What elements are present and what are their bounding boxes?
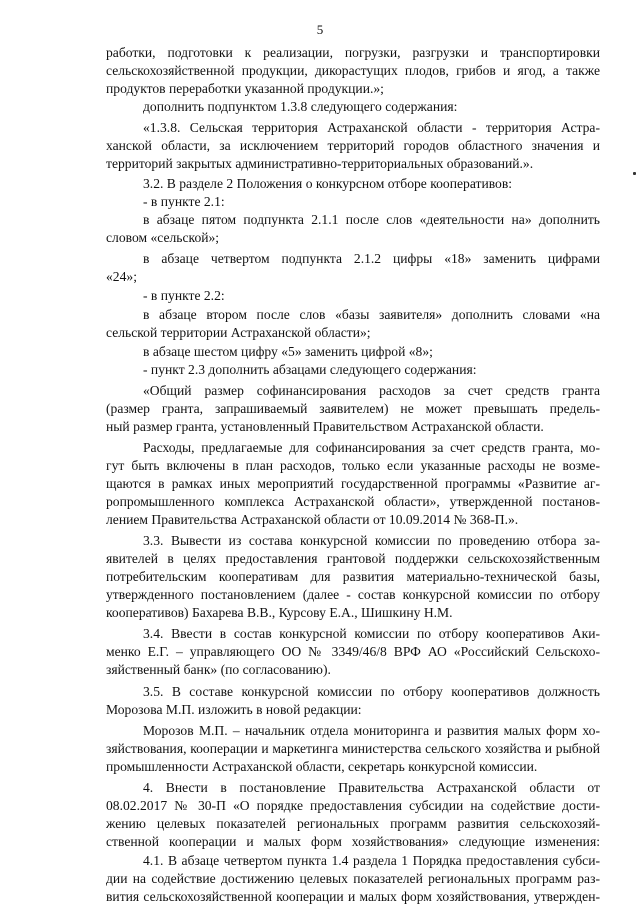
text-line: дополнить подпунктом 1.3.8 следующего содержания: xyxy=(143,99,458,114)
text-line: утвержденного постановлением (далее - состав конкурсной комиссии по отбору xyxy=(106,587,600,602)
text-line: 3.2. В разделе 2 Положения о конкурсном отборе кооперативов: xyxy=(143,176,513,191)
text-line: «1.3.8. Сельская территория Астраханской области - территория Астра- xyxy=(143,120,600,135)
text-line: работки, подготовки к реализации, погрузки, разгрузки и транспортировки xyxy=(106,45,600,60)
text-line: в абзаце шестом цифру «5» заменить цифрой «8»; xyxy=(143,344,433,359)
page-number: 5 xyxy=(316,22,324,37)
text-line: - пункт 2.3 дополнить абзацами следующего содержания: xyxy=(143,362,477,377)
text-line: зяйственный банк» (по согласованию). xyxy=(106,662,331,677)
text-line: кооперативов) Бахарева В.В., Курсову Е.А., Шишкину Н.М. xyxy=(106,605,453,620)
text-line: - в пункте 2.2: xyxy=(143,288,225,303)
text-line: гут быть включены в план расходов, только если указанные расходы не возме- xyxy=(106,458,600,473)
text-line: 4. Внести в постановление Правительства Астраханской области от xyxy=(143,780,600,795)
text-line: дии на содействие достижению целевых показателей региональных программ раз- xyxy=(106,871,600,886)
text-line: «Общий размер софинансирования расходов за счет средств гранта xyxy=(143,383,600,398)
text-line: Морозова М.П. изложить в новой редакции: xyxy=(106,702,362,717)
text-line: щаются в рамках иных мероприятий государственной программы «Развитие аг- xyxy=(106,476,600,491)
text-line: 3.4. Ввести в состав конкурсной комиссии по отбору кооперативов Аки- xyxy=(143,626,600,641)
text-line: ханской области, за исключением территорий городов областного значения и xyxy=(106,138,600,153)
text-line: ропромышленного комплекса Астраханской области», утвержденной постанов- xyxy=(106,494,600,509)
text-line: продуктов переработки указанной продукции.»; xyxy=(106,81,384,96)
text-line: в абзаце пятом подпункта 2.1.1 после слов «деятельности на» дополнить xyxy=(143,212,600,227)
text-line: Расходы, предлагаемые для софинансирования за счет средств гранта, мо- xyxy=(143,440,600,455)
text-line: - в пункте 2.1: xyxy=(143,194,225,209)
text-line: лением Правительства Астраханской области от 10.09.2014 № 368-П.». xyxy=(106,512,519,527)
text-line: ный размер гранта, установленный Правительством Астраханской области. xyxy=(106,419,544,434)
text-line: в абзаце четвертом подпункта 2.1.2 цифры «18» заменить цифрами xyxy=(143,251,600,266)
text-line: ственной кооперации и малых форм хозяйствования» следующие изменения: xyxy=(106,834,600,849)
text-line: сельской территории Астраханской области»; xyxy=(106,325,371,340)
text-line: жению целевых показателей региональных программ развития сельскохозяй- xyxy=(106,816,600,831)
text-line: 3.5. В составе конкурсной комиссии по отбору кооперативов должность xyxy=(143,684,600,699)
text-line: «24»; xyxy=(106,269,137,284)
text-line: территорий закрытых административно-территориальных образований.». xyxy=(106,156,534,171)
text-line: потребительским кооперативам для развития материально-технической базы, xyxy=(106,569,600,584)
text-line: 4.1. В абзаце четвертом пункта 1.4 раздела 1 Порядка предоставления субси- xyxy=(143,853,600,868)
text-line: Морозов М.П. – начальник отдела мониторинга и развития малых форм хо- xyxy=(143,723,600,738)
text-line: словом «сельской»; xyxy=(106,230,220,245)
text-line: сельскохозяйственной продукции, дикорастущих плодов, грибов и ягод, а также xyxy=(106,63,600,78)
text-line: 08.02.2017 № 30-П «О порядке предоставления субсидии на содействие дости- xyxy=(106,798,600,813)
text-line: менко Е.Г. – управляющего ОО № 3349/46/8 ВРФ АО «Российский Сельскохо- xyxy=(106,644,600,659)
text-line: вития сельскохозяйственной кооперации и малых форм хозяйствования, утвержден- xyxy=(106,889,600,904)
scan-speck xyxy=(633,172,636,175)
text-line: в абзаце втором после слов «базы заявителя» дополнить словами «на xyxy=(143,307,600,322)
text-line: (размер гранта, запрашиваемый заявителем) не может превышать предель- xyxy=(106,401,600,416)
text-line: 3.3. Вывести из состава конкурсной комиссии по проведению отбора за- xyxy=(143,533,600,548)
text-line: промышленности Астраханской области, секретарь конкурсной комиссии. xyxy=(106,759,538,774)
text-line: зяйствования, кооперации и маркетинга министерства сельского хозяйства и рыбной xyxy=(106,741,600,756)
text-line: явителей в целях предоставления грантовой поддержки сельскохозяйственным xyxy=(106,551,600,566)
